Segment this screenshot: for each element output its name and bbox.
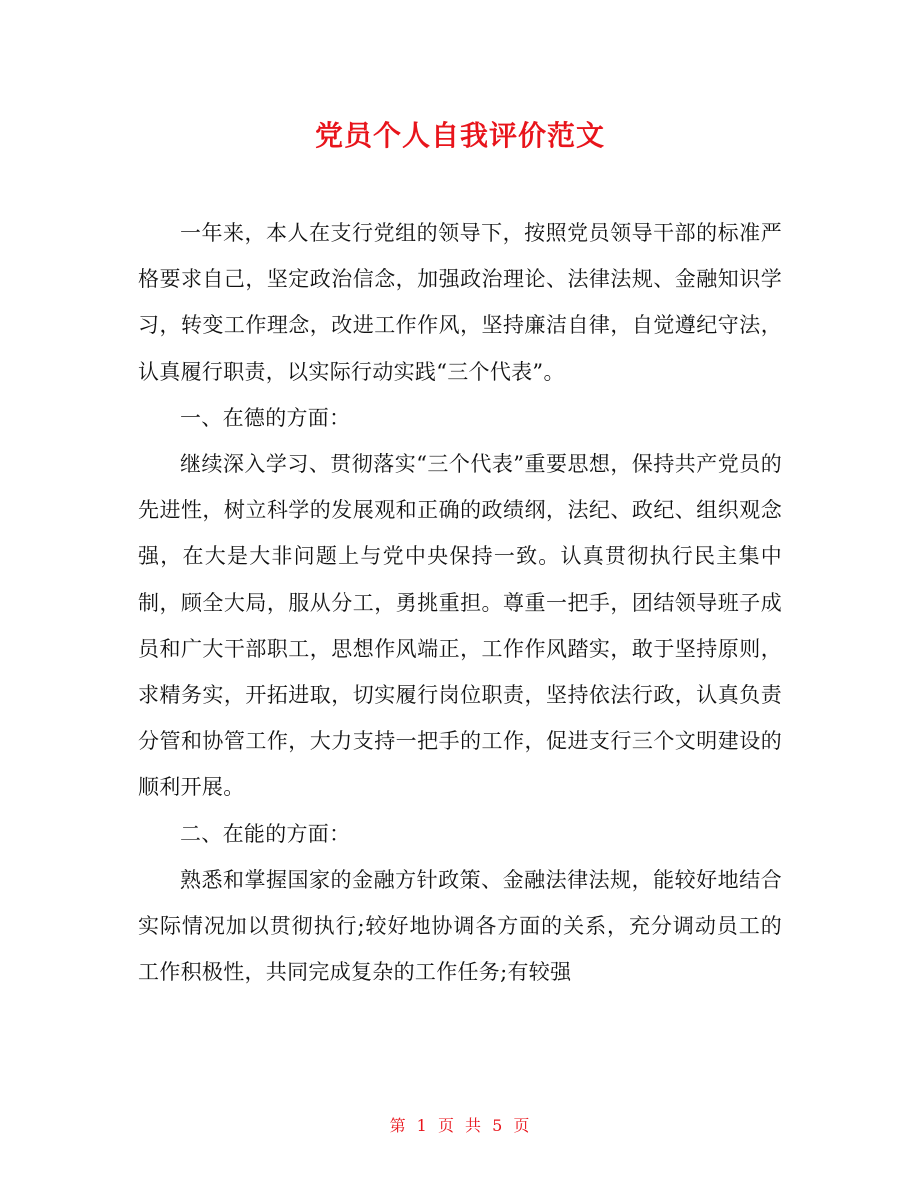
document-body [138,210,782,995]
paragraph-ability: 熟悉和掌握国家的金融方针政策、金融法律法规，能较好地结合实际情况加以贯彻执行;较好地协调各方面的关系，充分调动员工的工作积极性，共同完成复杂的工作任务;有较强 [138,867,782,985]
section-heading-morality: 一、在德的方面： [180,405,351,430]
page-footer: 第 1 页 共 5 页 [389,1116,531,1135]
document-title: 党员个人自我评价范文 [314,119,605,152]
paragraph-morality: 继续深入学习、贯彻落实“三个代表”重要思想，保持共产党员的先进性，树立科学的发展观和正确的政绩纲，法纪、政纪、组织观念强，在大是大非问题上与党中央保持一致。认真贯彻执行民主集中制，顾全大局，服从分工，勇挑重担。尊重一把手，团结领导班子成员和广大干部职工，思想作风端正，工作作风踏实，敢于坚持原则，求精务实，开拓进取，切实履行岗位职责，坚持依法行政，认真负责分管和协管工作，大力支持一把手的工作，促进支行三个文明建设的顺利开展。 [138,452,782,800]
section-heading-ability: 二、在能的方面： [180,821,351,846]
paragraph-intro: 一年来，本人在支行党组的领导下，按照党员领导干部的标准严格要求自己，坚定政治信念，加强政治理论、法律法规、金融知识学习，转变工作理念，改进工作作风，坚持廉洁自律，自觉遵纪守法，认真履行职责，以实际行动实践“三个代表”。 [138,221,782,384]
